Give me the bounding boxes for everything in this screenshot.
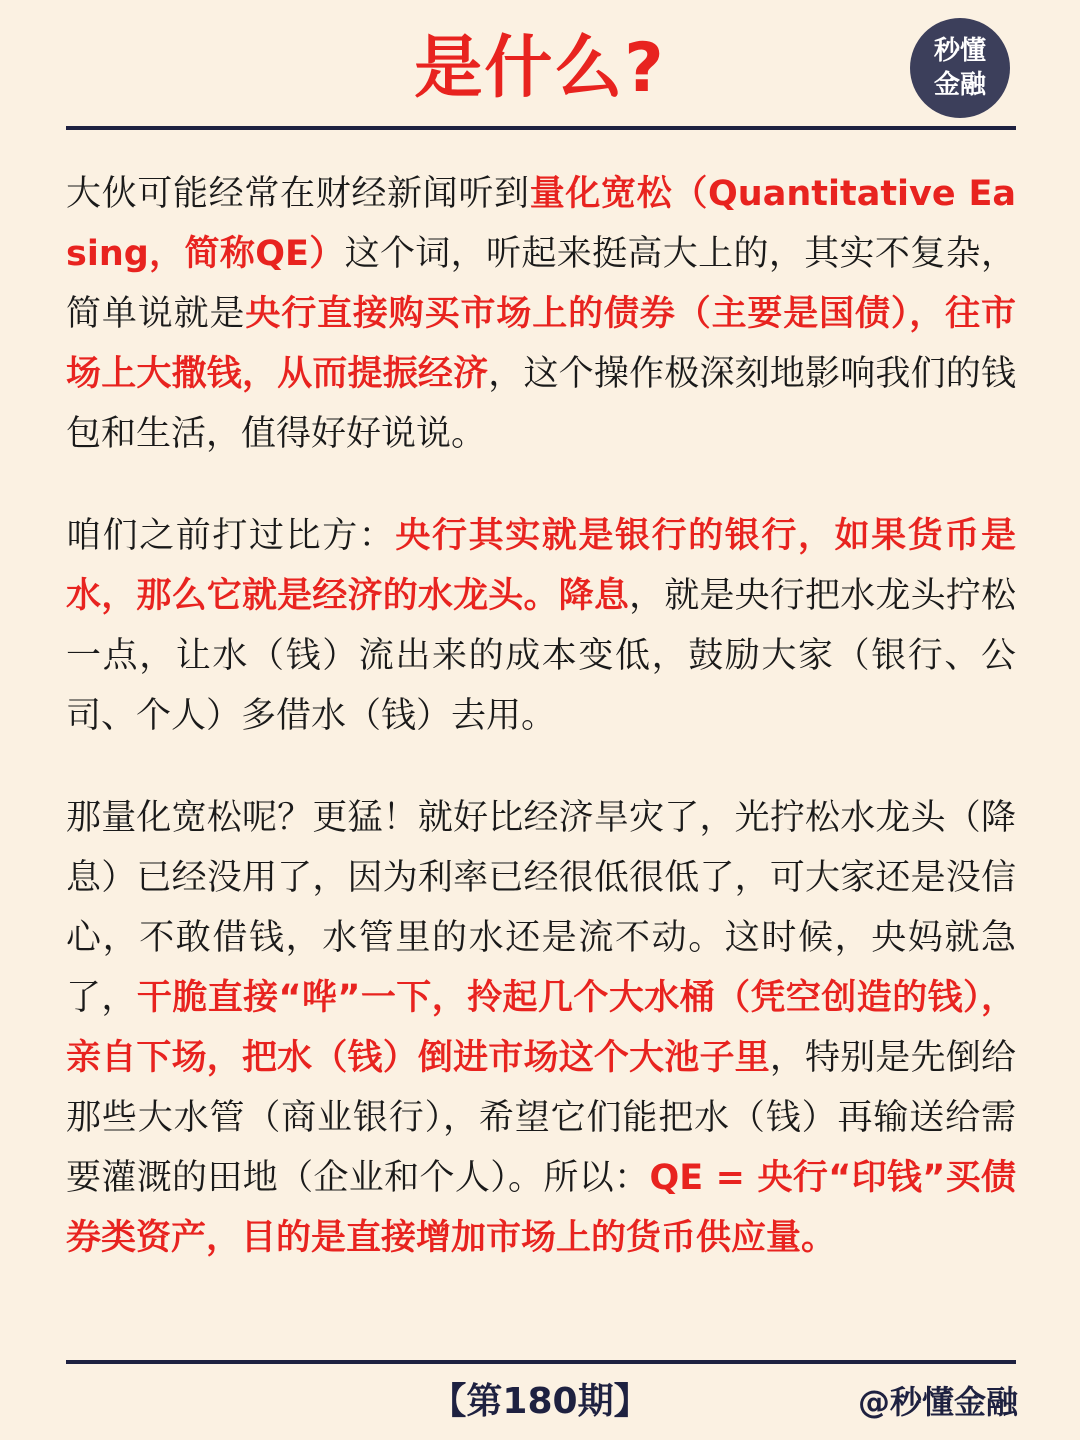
paragraph-3 — [66, 788, 1016, 1268]
text-run: ，就是央行把水龙头拧松一点，让水（钱）流出来的成本变低，鼓励大家（银行、公司、个人）多借水（钱）去用。 — [66, 576, 1016, 736]
text-run: 那量化宽松呢？更猛！就好比经济旱灾了，光拧松水龙头（降息）已经没用了，因为利率已经很低很低了，可大家还是没信心，不敢借钱，水管里的水还是流不动。这时候，央妈就急了， — [66, 798, 1016, 1018]
highlight-run: 量化宽松（Quantitative Easing，简称QE） — [66, 174, 1016, 274]
highlight-run: 央行直接购买市场上的债券（主要是国债），往市场上大撒钱，从而提振经济 — [66, 294, 1016, 394]
badge-line-2: 金融 — [933, 70, 986, 100]
paragraph-1 — [66, 164, 1016, 464]
top-divider — [66, 126, 1016, 130]
article-body — [66, 164, 1016, 1310]
text-run: 大伙可能经常在财经新闻听到 — [66, 174, 530, 214]
highlight-run: 央行其实就是银行的银行，如果货币是水，那么它就是经济的水龙头。降息 — [66, 516, 1016, 616]
brand-badge — [910, 18, 1010, 118]
text-run: 咱们之前打过比方： — [66, 516, 396, 556]
text-run: 这个词，听起来挺高大上的，其实不复杂，简单说就是 — [66, 234, 1016, 334]
badge-line-1: 秒懂 — [933, 36, 986, 66]
paragraph-2 — [66, 506, 1016, 746]
text-run: ，特别是先倒给那些大水管（商业银行），希望它们能把水（钱）再输送给需要灌溉的田地（企业和个人）。所以： — [66, 1038, 1016, 1198]
highlight-run: QE = 央行“印钱”买债券类资产，目的是直接增加市场上的货币供应量。 — [66, 1158, 1016, 1258]
text-run: ，这个操作极深刻地影响我们的钱包和生活，值得好好说说。 — [66, 354, 1016, 454]
issue-number: 【第180期】 — [430, 1381, 650, 1422]
author-handle: @秒懂金融 — [857, 1383, 1018, 1421]
highlight-run: 干脆直接“哗”一下，拎起几个大水桶（凭空创造的钱），亲自下场，把水（钱）倒进市场这个大池子里 — [66, 978, 1016, 1078]
bottom-divider — [66, 1360, 1016, 1364]
page-title: 是什么? — [414, 29, 666, 108]
